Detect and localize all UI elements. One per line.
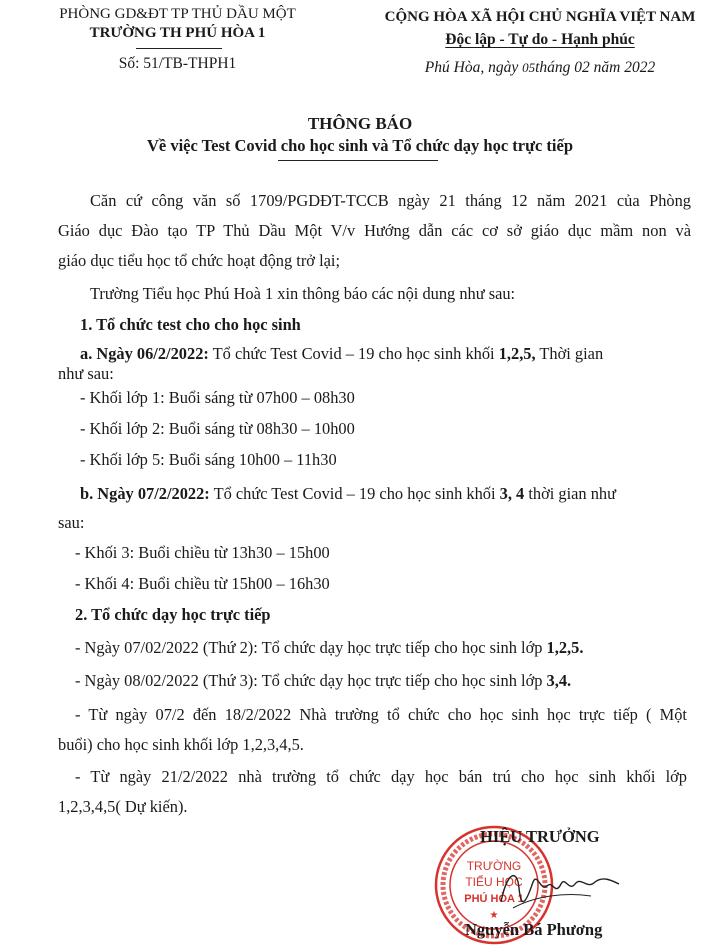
section-2-line-2-text: - Ngày 08/02/2022 (Thứ 3): Tổ chức dạy học trực tiếp cho học sinh lớp bbox=[75, 671, 547, 690]
section-2-line-2 bbox=[75, 671, 571, 691]
seal-star: ★ bbox=[489, 910, 499, 921]
schedule-grade-3: - Khối 3: Buổi chiều từ 13h30 – 15h00 bbox=[75, 543, 330, 562]
handwritten-signature bbox=[495, 862, 625, 912]
item-a-continuation: như sau: bbox=[58, 364, 114, 383]
national-motto: Độc lập - Tự do - Hạnh phúc bbox=[445, 31, 635, 48]
header-left-divider bbox=[136, 48, 222, 49]
schedule-grade-4: - Khối 4: Buổi chiều từ 15h00 – 16h30 bbox=[75, 574, 330, 593]
item-a-text: Tổ chức Test Covid – 19 cho học sinh khối bbox=[208, 344, 499, 363]
document-number-prefix: Số: bbox=[118, 55, 144, 72]
item-b-text-end: thời gian như bbox=[524, 484, 616, 503]
section-1-title: 1. Tổ chức test cho cho học sinh bbox=[80, 315, 301, 334]
nation-title: CỘNG HÒA XÃ HỘI CHỦ NGHĨA VIỆT NAM bbox=[384, 9, 696, 25]
section-2-line-4: - Từ ngày 21/2/2022 nhà trường tổ chức dạy học bán trú cho học sinh khối lớp bbox=[75, 767, 687, 786]
seal-line-2: TIỂU HỌC bbox=[465, 875, 523, 889]
item-b-text: Tổ chức Test Covid – 19 cho học sinh khối bbox=[209, 484, 500, 503]
issue-date-day: 05 bbox=[522, 60, 536, 75]
intro-line-2: Giáo dục Đào tạo TP Thủ Dầu Một V/v Hướng dẫn các cơ sở giáo dục mầm non và bbox=[58, 221, 691, 240]
document-number-suffix: /TB-THPH1 bbox=[158, 55, 237, 72]
section-2-line-1 bbox=[75, 638, 583, 658]
signer-role: HIỆU TRƯỞNG bbox=[480, 827, 600, 846]
schedule-grade-1: - Khối lớp 1: Buổi sáng từ 07h00 – 08h30 bbox=[80, 388, 355, 407]
signature-stroke bbox=[501, 876, 619, 902]
item-b-label: b. Ngày 07/2/2022: bbox=[80, 484, 210, 503]
section-2-line-3-cont: buổi) cho học sinh khối lớp 1,2,3,4,5. bbox=[58, 735, 304, 754]
issue-date-suffix: tháng 02 năm 2022 bbox=[535, 59, 656, 76]
document-number-value: 51 bbox=[143, 55, 159, 72]
section-2-line-1-grades: 1,2,5. bbox=[546, 638, 584, 657]
signer-name: Nguyễn Bá Phương bbox=[465, 920, 603, 939]
section-2-line-4-cont: 1,2,3,4,5( Dự kiến). bbox=[58, 797, 188, 816]
notice-line: Trường Tiểu học Phú Hoà 1 xin thông báo các nội dung như sau: bbox=[90, 284, 516, 303]
schedule-grade-5: - Khối lớp 5: Buổi sáng 10h00 – 11h30 bbox=[80, 450, 337, 469]
issue-date bbox=[360, 59, 720, 77]
title-divider bbox=[278, 160, 438, 161]
intro-line-3: giáo dục tiểu học tổ chức hoạt động trở lại; bbox=[58, 251, 341, 270]
section-2-line-3: - Từ ngày 07/2 đến 18/2/2022 Nhà trường tổ chức cho học sinh học trực tiếp ( Một bbox=[75, 705, 687, 724]
section-2-line-1-text: - Ngày 07/02/2022 (Thứ 2): Tổ chức dạy học trực tiếp cho học sinh lớp bbox=[75, 638, 547, 657]
seal-line-1: TRƯỜNG bbox=[466, 859, 522, 873]
document-title: THÔNG BÁO bbox=[307, 114, 413, 133]
intro-line-1: Căn cứ công văn số 1709/PGDĐT-TCCB ngày 21 tháng 12 năm 2021 của Phòng bbox=[90, 191, 691, 210]
item-b-line bbox=[80, 484, 616, 504]
department-name: PHÒNG GD&ĐT TP THỦ DẦU MỘT bbox=[59, 6, 296, 22]
item-b-continuation: sau: bbox=[58, 513, 85, 532]
school-name: TRƯỜNG TH PHÚ HÒA 1 bbox=[89, 25, 266, 41]
item-a-line bbox=[80, 344, 603, 364]
item-a-label: a. Ngày 06/2/2022: bbox=[80, 344, 209, 363]
item-a-text-end: Thời gian bbox=[535, 344, 604, 363]
document-subtitle: Về việc Test Covid cho học sinh và Tổ chức dạy học trực tiếp bbox=[146, 136, 574, 155]
item-a-grades: 1,2,5, bbox=[498, 344, 536, 363]
schedule-grade-2: - Khối lớp 2: Buổi sáng từ 08h30 – 10h00 bbox=[80, 419, 355, 438]
section-2-line-2-grades: 3,4. bbox=[546, 671, 572, 690]
section-2-title: 2. Tổ chức dạy học trực tiếp bbox=[75, 605, 271, 624]
item-b-grades: 3, 4 bbox=[499, 484, 525, 503]
issue-date-prefix: Phú Hòa, ngày bbox=[424, 59, 523, 76]
document-number bbox=[0, 55, 355, 73]
seal-line-3: PHÚ HÒA 1 bbox=[464, 893, 524, 905]
